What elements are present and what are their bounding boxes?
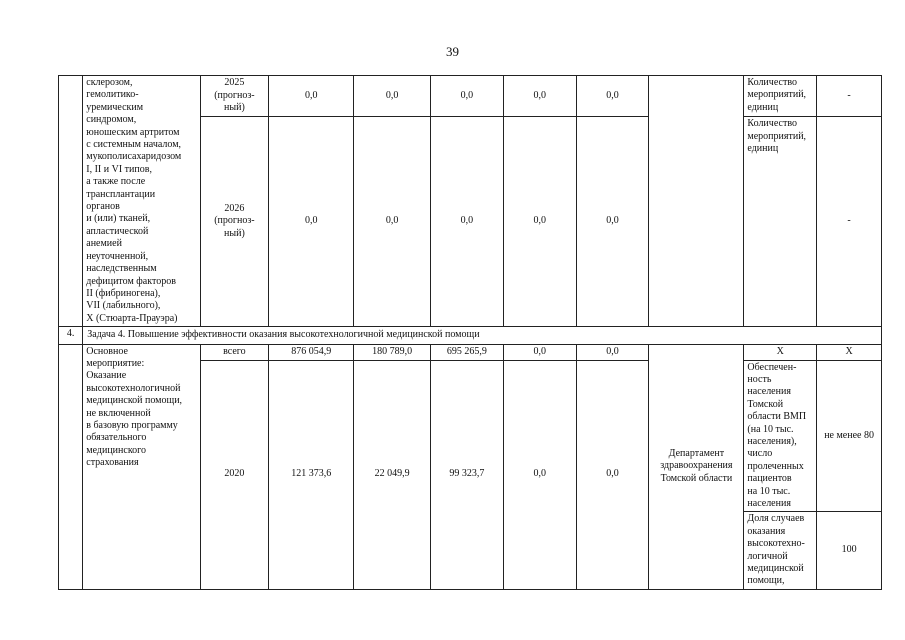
indicator-value: X — [817, 344, 882, 360]
page-number: 39 — [446, 44, 459, 59]
regional-cell: 0,0 — [431, 76, 504, 117]
regional-cell: 695 265,9 — [431, 344, 504, 360]
total-cell: 876 054,9 — [269, 344, 354, 360]
num-cell — [59, 76, 83, 327]
regional-cell: 99 323,7 — [431, 360, 504, 589]
indicator-value: - — [817, 76, 882, 117]
task-row — [59, 327, 882, 344]
local-cell: 0,0 — [503, 360, 576, 589]
executor-cell: Департамент здравоохранения Томской области — [649, 344, 744, 589]
year-cell: 2020 — [200, 360, 269, 589]
other-cell: 0,0 — [576, 117, 649, 327]
indicator-cell: Количество мероприятий, единиц — [744, 117, 817, 327]
local-cell: 0,0 — [503, 344, 576, 360]
other-cell: 0,0 — [576, 360, 649, 589]
activity-description: склерозом, гемолитико- уремическим синдромом, юношеским артритом с системным началом, мукополисахаридозом I, II и VI типов, а также после трансплантации органов и (или) тканей, апластической анемией неуточненной, наследственным дефицитом факторов II (фибриногена), VII (лабильного), X (Стюарта-Прауэра) — [83, 76, 200, 327]
year-cell: 2025 (прогноз- ный) — [200, 76, 269, 117]
other-cell: 0,0 — [576, 344, 649, 360]
federal-cell: 0,0 — [354, 117, 431, 327]
executor-cell — [649, 76, 744, 327]
local-cell: 0,0 — [503, 76, 576, 117]
federal-cell: 22 049,9 — [354, 360, 431, 589]
num-cell — [59, 344, 83, 589]
table-row — [59, 76, 882, 117]
program-table — [58, 75, 882, 590]
indicator-cell: Обеспечен- ность населения Томской области ВМП (на 10 тыс. населения), число пролеченных пациентов на 10 тыс. населения — [744, 360, 817, 512]
local-cell: 0,0 — [503, 117, 576, 327]
indicator-cell: X — [744, 344, 817, 360]
task-number: 4. — [59, 327, 83, 344]
total-cell: 0,0 — [269, 76, 354, 117]
federal-cell: 180 789,0 — [354, 344, 431, 360]
task-title: Задача 4. Повышение эффективности оказания высокотехнологичной медицинской помощи — [83, 327, 882, 344]
total-cell: 0,0 — [269, 117, 354, 327]
activity-description: Основное мероприятие: Оказание высокотехнологичной медицинской помощи, не включенной в базовую программу обязательного медицинского страхования — [83, 344, 200, 589]
indicator-value: не менее 80 — [817, 360, 882, 512]
federal-cell: 0,0 — [354, 76, 431, 117]
indicator-value: 100 — [817, 512, 882, 589]
table-row — [59, 344, 882, 360]
year-cell: всего — [200, 344, 269, 360]
regional-cell: 0,0 — [431, 117, 504, 327]
indicator-value: - — [817, 117, 882, 327]
indicator-cell: Доля случаев оказания высокотехно- логичной медицинской помощи, — [744, 512, 817, 589]
total-cell: 121 373,6 — [269, 360, 354, 589]
year-cell: 2026 (прогноз- ный) — [200, 117, 269, 327]
other-cell: 0,0 — [576, 76, 649, 117]
indicator-cell: Количество мероприятий, единиц — [744, 76, 817, 117]
